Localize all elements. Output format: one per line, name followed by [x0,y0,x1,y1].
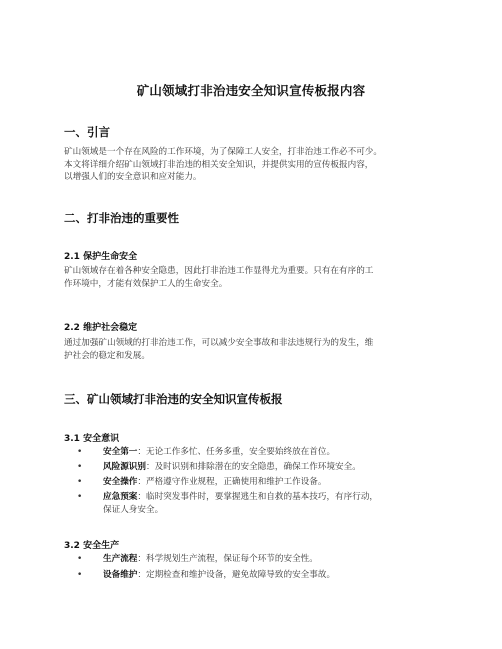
subsection-heading-3-1: 3.1 安全意识 [64,434,120,444]
list-item-key: 生产流程 [103,554,138,564]
list-item-continuation: 保证人身安全。 [103,504,164,515]
list-item-key: 设备维护 [103,570,138,580]
bullet-icon: • [77,492,83,502]
list-item-text: ：临时突发事件时，要掌握逃生和自救的基本技巧，有序行动， [137,492,379,502]
list-item-text: ：严格遵守作业规程，正确使用和维护工作设备。 [137,477,327,487]
list-item-text: ：科学规划生产流程，保证每个环节的安全性。 [137,554,318,564]
paragraph-line: 作环境中，才能有效保护工人的生命安全。 [64,278,228,289]
subsection-paragraph-2-1 [64,265,444,290]
list-item-text: ：无论工作多忙、任务多重，安全要始终放在首位。 [137,447,336,457]
subsection-heading-2-1: 2.1 保护生命安全 [64,252,138,262]
list-item-key: 安全操作 [103,477,138,487]
bullet-icon: • [77,477,83,487]
section-heading-bulletin: 三、矿山领域打非治违的安全知识宣传板报 [64,392,283,406]
list-item-key: 风险源识别 [103,462,146,472]
paragraph-line: 矿山领域存在着各种安全隐患，因此打非治违工作显得尤为重要。只有在有序的工 [64,266,374,276]
document-title: 矿山领域打非治违安全知识宣传板报内容 [136,83,366,98]
subsection-heading-2-2: 2.2 维护社会稳定 [64,323,138,333]
paragraph-line: 以增强人们的安全意识和应对能力。 [64,172,202,182]
subsection-paragraph-2-2 [64,337,444,362]
list-item-key: 安全第一 [103,447,138,457]
list-item-key: 应急预案 [103,492,138,502]
bullet-icon: • [77,462,83,472]
intro-paragraph [64,146,444,184]
paragraph-line: 矿山领域是一个存在风险的工作环境，为了保障工人安全，打非治违工作必不可少。 [64,147,382,157]
list-item-text: ：定期检查和维护设备，避免故障导致的安全事故。 [137,570,336,580]
paragraph-line: 本文将详细介绍矿山领域打非治违的相关安全知识，并提供实用的宣传板报内容， [64,159,374,170]
bullet-icon: • [77,447,83,457]
paragraph-line: 通过加强矿山领域的打非治违工作，可以减少安全事故和非法违规行为的发生，维 [64,338,374,348]
subsection-heading-3-2: 3.2 安全生产 [64,541,120,551]
list-item-text: ：及时识别和排除潜在的安全隐患，确保工作环境安全。 [145,462,361,472]
bullet-icon: • [77,570,83,580]
bullet-icon: • [77,554,83,564]
section-heading-importance: 二、打非治违的重要性 [64,211,179,225]
paragraph-line: 护社会的稳定和发展。 [64,350,150,361]
section-heading-intro: 一、引言 [64,125,110,139]
